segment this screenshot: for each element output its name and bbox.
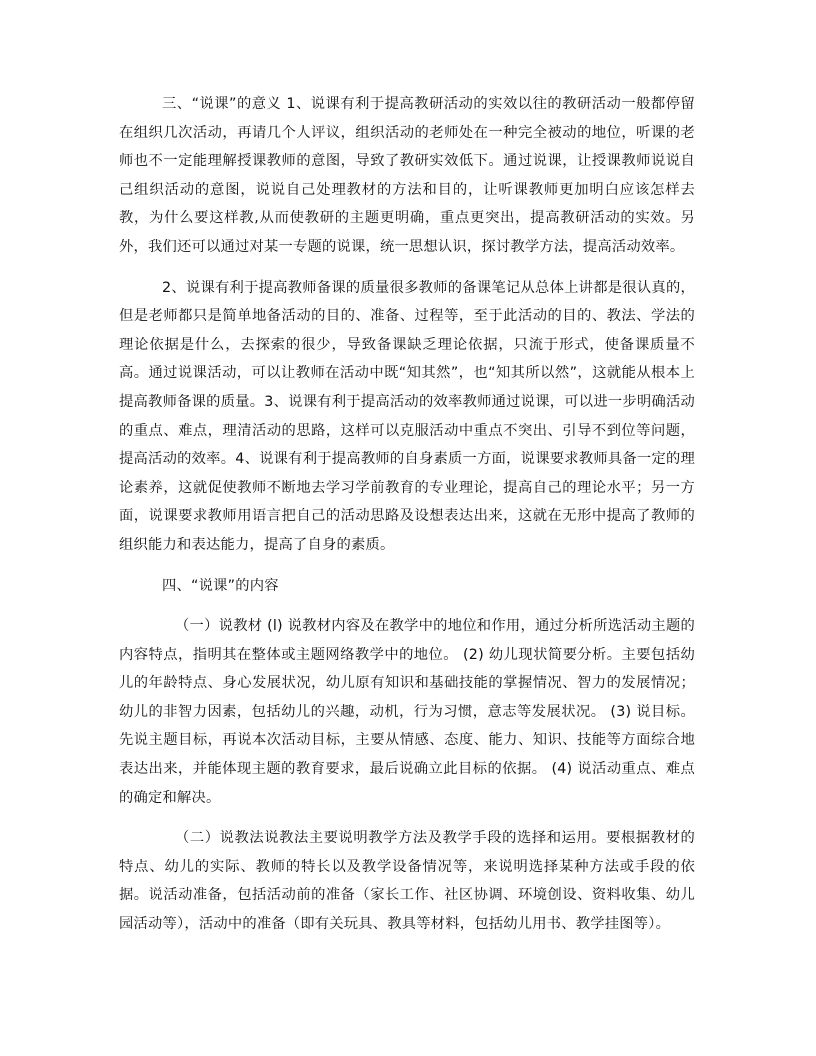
paragraph-teaching-material: （一）说教材 (l) 说教材内容及在教学中的地位和作用，通过分析所选活动主题的内容特点，指明其在整体或主题网络教学中的地位。 (2) 幼儿现状简要分析。主要包括幼儿的年龄特点、身心发展状况，幼儿原有知识和基础技能的掌握情况、智力的发展情况；幼儿的非智力因素，包括幼儿的兴趣，动机，行为习惯，意志等发展状况。 (3) 说目标。先说主题目标，再说本次活动目标，主要从情感、态度、能力、知识、技能等方面综合地表达出来，并能体现主题的教育要求，最后说确立此目标的依据。 (4) 说活动重点、难点的确定和解决。 [119, 618, 695, 806]
paragraph-teaching-method: （二）说教法说教法主要说明教学方法及教学手段的选择和运用。要根据教材的特点、幼儿的实际、教师的特长以及教学设备情况等，来说明选择某种方法或手段的依据。说活动准备，包括活动前的准备（家长工作、社区协调、环境创设、资料收集、幼儿园活动等），活动中的准备（即有关玩具、教具等材料，包括幼儿用书、教学挂图等）。 [119, 830, 695, 933]
paragraph-preparation-quality: 2、说课有利于提高教师备课的质量很多教师的备课笔记从总体上讲都是很认真的，但是老师都只是简单地备活动的目的、准备、过程等，至于此活动的目的、教法、学法的理论依据是什么，去探索的很少，导致备课缺乏理论依据，只流于形式，使备课质量不高。通过说课活动，可以让教师在活动中既“知其然”，也“知其所以然”，这就能从根本上提高教师备课的质量。3、说课有利于提高活动的效率教师通过说课，可以进一步明确活动的重点、难点，理清活动的思路，这样可以克服活动中重点不突出、引导不到位等问题，提高活动的效率。4、说课有利于提高教师的自身素质一方面，说课要求教师具备一定的理论素养，这就促使教师不断地去学习学前教育的专业理论，提高自己的理论水平；另一方面，说课要求教师用语言把自己的活动思路及设想表达出来，这就在无形中提高了教师的组织能力和表达能力，提高了自身的素质。 [119, 279, 695, 553]
paragraph-significance: 三、“说课”的意义 1、说课有利于提高教研活动的实效以往的教研活动一般都停留在组织几次活动，再请几个人评议，组织活动的老师处在一种完全被动的地位，听课的老师也不一定能理解授课教师的意图，导致了教研实效低下。通过说课，让授课教师说说自己组织活动的意图，说说自己处理教材的方法和目的，让听课教师更加明白应该怎样去教，为什么要这样教,从而使教研的主题更明确，重点更突出，提高教研活动的实效。另外，我们还可以通过对某一专题的说课，统一思想认识，探讨教学方法，提高活动效率。 [119, 96, 695, 255]
document-page [119, 90, 695, 951]
section-heading-content: 四、“说课”的内容 [162, 577, 279, 594]
